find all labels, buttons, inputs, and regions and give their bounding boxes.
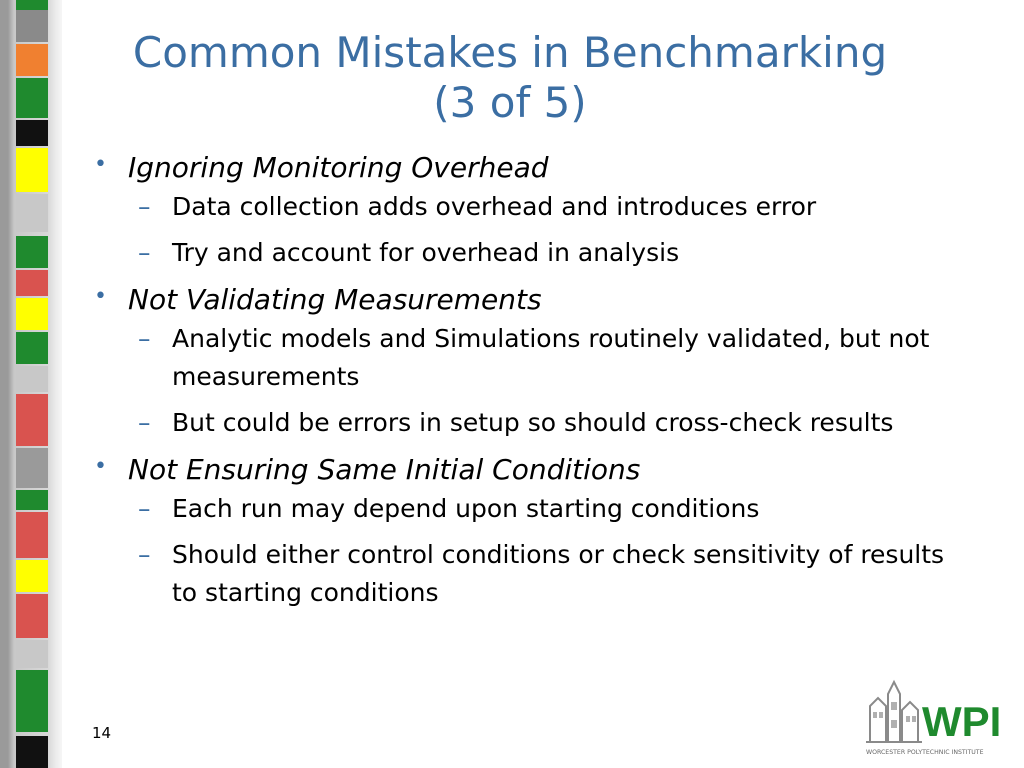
logo-subtitle: WORCESTER POLYTECHNIC INSTITUTE [866, 749, 984, 756]
sub-bullet-text: Should either control conditions or check sensitivity of results to starting conditions [172, 540, 945, 607]
sub-bullet-text: But could be errors in setup so should cross-check results [172, 408, 894, 437]
sidebar-square [16, 594, 48, 638]
bullet-icon: • [94, 152, 107, 177]
sidebar-square [16, 670, 48, 732]
bullet-icon: • [94, 454, 107, 479]
bullet-heading: Not Ensuring Same Initial Conditions [128, 453, 641, 486]
bullet-icon: • [94, 284, 107, 309]
sub-bullet-list [128, 320, 968, 442]
dash-icon: – [138, 408, 151, 437]
sidebar-square [16, 490, 48, 510]
sidebar-square [16, 640, 48, 668]
wpi-building-logo [862, 676, 1012, 760]
bullet-item [88, 148, 968, 272]
sub-bullet-list [128, 490, 968, 612]
sidebar-square [16, 120, 48, 146]
sub-bullet-item [128, 490, 968, 528]
sub-bullet-text: Data collection adds overhead and introduces error [172, 192, 817, 221]
bullet-list [88, 148, 968, 620]
sidebar-square [16, 270, 48, 296]
sidebar-square [16, 560, 48, 592]
dash-icon: – [138, 192, 151, 221]
dash-icon: – [138, 540, 151, 569]
sidebar-square [16, 366, 48, 392]
sidebar-square [16, 194, 48, 232]
bullet-heading: Not Validating Measurements [128, 283, 542, 316]
dash-icon: – [138, 494, 151, 523]
sub-bullet-item [128, 404, 968, 442]
bullet-heading: Ignoring Monitoring Overhead [128, 151, 549, 184]
sidebar-square [16, 236, 48, 268]
slide-title [70, 28, 950, 128]
sidebar-square [16, 332, 48, 364]
sidebar-square [16, 44, 48, 76]
sub-bullet-text: Try and account for overhead in analysis [172, 238, 680, 267]
dash-icon: – [138, 238, 151, 267]
bullet-item [88, 280, 968, 442]
sub-bullet-list [128, 188, 968, 272]
sub-bullet-item [128, 234, 968, 272]
sub-bullet-item [128, 536, 968, 612]
sidebar-square [16, 512, 48, 558]
sidebar-square [16, 394, 48, 446]
sidebar-square [16, 78, 48, 118]
sidebar-square [16, 148, 48, 192]
slide-number: 14 [92, 724, 112, 742]
decorative-sidebar [0, 0, 62, 768]
sub-bullet-text: Each run may depend upon starting conditions [172, 494, 760, 523]
sidebar-square [16, 10, 48, 42]
slide-title-line-1: Common Mistakes in Benchmarking [132, 28, 888, 77]
sub-bullet-text: Analytic models and Simulations routinely validated, but not measurements [172, 324, 930, 391]
sub-bullet-item [128, 320, 968, 396]
slide-title-line-2: (3 of 5) [433, 78, 587, 127]
sidebar-square [16, 736, 48, 768]
sidebar-square [16, 448, 48, 488]
dash-icon: – [138, 324, 151, 353]
sidebar-square [16, 0, 48, 10]
bullet-item [88, 450, 968, 612]
logo-wordmark: WPI [922, 698, 1002, 745]
sidebar-square [16, 298, 48, 330]
sub-bullet-item [128, 188, 968, 226]
